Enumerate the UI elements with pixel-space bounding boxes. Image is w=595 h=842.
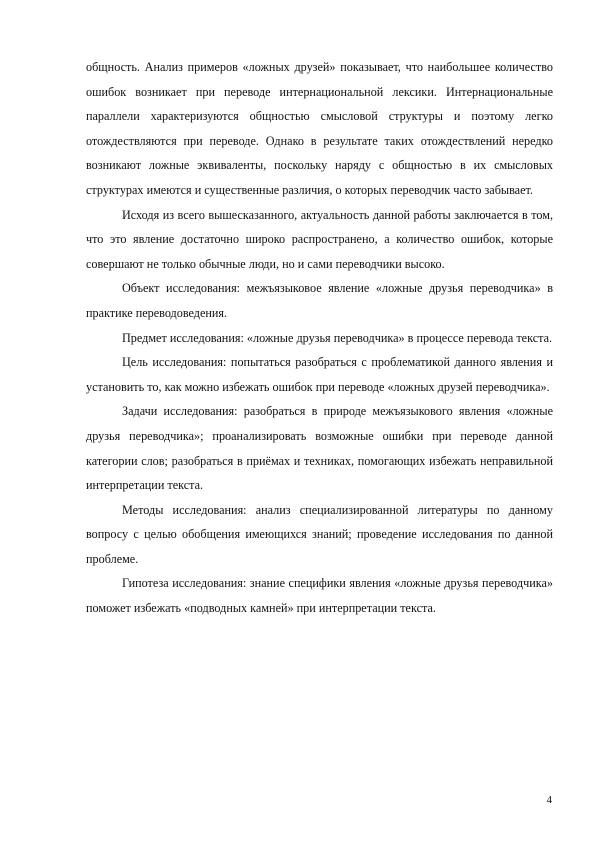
paragraph-object: Объект исследования: межъязыковое явление «ложные друзья переводчика» в практике переводоведения. [86,281,553,320]
paragraph-goal: Цель исследования: попытаться разобраться с проблематикой данного явления и установить то, как можно избежать ошибок при переводе «ложных друзей переводчика». [86,355,553,394]
paragraph-continuation: общность. Анализ примеров «ложных друзей» показывает, что наибольшее количество ошибок возникает при переводе интернациональной лексики. Интернациональные параллели характеризуются общностью смысловой структуры и поэтому легко отождествляются при переводе. Однако в результате таких отождествлений нередко возникают ложные эквиваленты, поскольку наряду с общностью в их смысловых структурах имеются и существенные различия, о которых переводчик часто забывает. [86,60,553,197]
paragraph-subject: Предмет исследования: «ложные друзья переводчика» в процессе перевода текста. [122,330,553,345]
body-text [86,55,553,621]
paragraph-methods: Методы исследования: анализ специализированной литературы по данному вопросу с целью обобщения имеющихся знаний; проведение исследования по данной проблеме. [86,502,553,566]
paragraph-relevance: Исходя из всего вышесказанного, актуальность данной работы заключается в том, что это явление достаточно широко распространено, а количество ошибок, которые совершают не только обычные люди, но и сами переводчики высоко. [86,207,553,271]
paragraph-hypothesis: Гипотеза исследования: знание специфики явления «ложные друзья переводчика» поможет избежать «подводных камней» при интерпретации текста. [86,576,553,616]
paragraph-tasks: Задачи исследования: разобраться в природе межъязыкового явления «ложные друзья переводчика»; проанализировать возможные ошибки при переводе данной категории слов; разобраться в приёмах и техниках, помогающих избежать неправильной интерпретации текста. [86,404,553,493]
page-number: 4 [546,794,552,806]
